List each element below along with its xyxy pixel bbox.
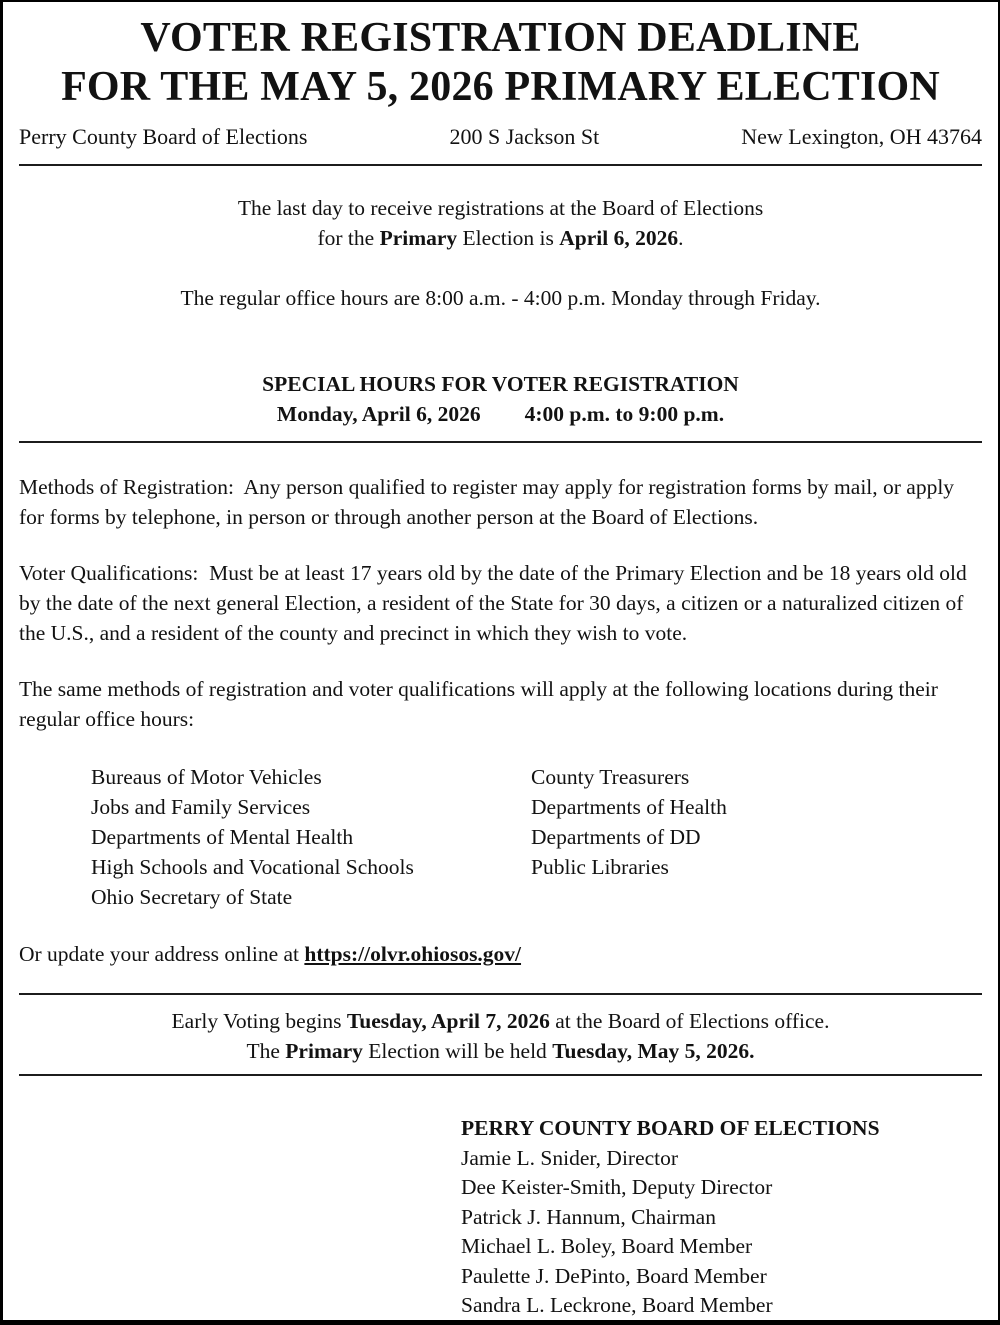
special-hours-time: 4:00 p.m. to 9:00 p.m. xyxy=(524,402,725,427)
registration-url-link[interactable]: https://olvr.ohiosos.gov/ xyxy=(304,942,522,967)
street-address: 200 S Jackson St xyxy=(449,124,600,150)
page-title xyxy=(3,14,998,111)
divider-1 xyxy=(19,164,982,166)
title-line-2: FOR THE MAY 5, 2026 PRIMARY ELECTION xyxy=(61,63,940,110)
deadline-date-emphasis: April 6, 2026 xyxy=(559,226,679,251)
early-voting-line-2 xyxy=(3,1036,998,1066)
list-item: Departments of Mental Health xyxy=(91,825,354,850)
list-item: Ohio Secretary of State xyxy=(91,885,293,910)
locations-intro-paragraph: The same methods of registration and voter qualifications will apply at the following locations during their regular office hours: xyxy=(19,677,944,732)
early-voting-date-emphasis: Tuesday, April 7, 2026 xyxy=(346,1009,550,1034)
deadline-line-2 xyxy=(3,223,998,253)
early-voting-text: at the Board of Elections office. xyxy=(549,1009,830,1034)
header-row xyxy=(3,124,998,150)
board-member: Dee Keister-Smith, Deputy Director xyxy=(461,1175,773,1200)
office-hours-line: The regular office hours are 8:00 a.m. - 4:00 p.m. Monday through Friday. xyxy=(180,286,821,311)
primary-emphasis: Primary xyxy=(285,1039,363,1064)
board-signature-block xyxy=(3,1114,998,1321)
special-hours-heading: SPECIAL HOURS FOR VOTER REGISTRATION xyxy=(262,372,739,397)
board-member: Sandra L. Leckrone, Board Member xyxy=(461,1293,773,1318)
divider-4 xyxy=(19,1074,982,1076)
divider-3 xyxy=(19,993,982,995)
early-voting-text: Election will be held xyxy=(362,1039,553,1064)
board-member: Patrick J. Hannum, Chairman xyxy=(461,1204,716,1229)
online-update-line xyxy=(19,939,982,969)
list-item: Jobs and Family Services xyxy=(91,795,311,820)
early-voting-line-1 xyxy=(3,1006,998,1036)
methods-paragraph: Methods of Registration: Any person qualified to register may apply for registration forms by mail, or apply for forms by telephone, in person or through another person at the Board of Elections. xyxy=(19,475,960,530)
list-item: Departments of Health xyxy=(531,795,727,820)
early-voting-block xyxy=(3,1006,998,1066)
board-heading: PERRY COUNTY BOARD OF ELECTIONS xyxy=(461,1116,880,1141)
board-member: Paulette J. DePinto, Board Member xyxy=(461,1263,767,1288)
board-member: Jamie L. Snider, Director xyxy=(461,1145,679,1170)
special-hours-block xyxy=(3,369,998,429)
deadline-text: for the xyxy=(317,226,380,251)
locations-list xyxy=(19,762,982,912)
board-member: Michael L. Boley, Board Member xyxy=(461,1234,753,1259)
deadline-line-1: The last day to receive registrations at the Board of Elections xyxy=(237,196,764,221)
locations-column-left xyxy=(91,762,531,912)
qualifications-paragraph: Voter Qualifications: Must be at least 17 years old by the date of the Primary Election and be 18 years old old by the date of the next general Election, a resident of the State for 30 days, a citizen or a naturalized citizen of the U.S., and a resident of the county and precinct in which they wish to vote. xyxy=(19,561,973,646)
city-state-zip: New Lexington, OH 43764 xyxy=(741,124,982,150)
list-item: County Treasurers xyxy=(531,765,690,790)
list-item: High Schools and Vocational Schools xyxy=(91,855,414,880)
org-name: Perry County Board of Elections xyxy=(19,124,308,150)
special-hours-date: Monday, April 6, 2026 xyxy=(276,402,481,427)
list-item: Departments of DD xyxy=(531,825,701,850)
special-hours-schedule xyxy=(3,399,998,429)
list-item: Public Libraries xyxy=(531,855,669,880)
title-line-1: VOTER REGISTRATION DEADLINE xyxy=(140,15,861,61)
online-update-text: Or update your address online at xyxy=(19,942,305,967)
election-date-emphasis: Tuesday, May 5, 2026. xyxy=(552,1039,755,1064)
deadline-text: Election is xyxy=(457,226,560,251)
divider-2 xyxy=(19,441,982,443)
deadline-paragraph xyxy=(3,193,998,253)
early-voting-text: Early Voting begins xyxy=(171,1009,347,1034)
deadline-text: . xyxy=(678,226,684,251)
primary-emphasis: Primary xyxy=(379,226,458,251)
list-item: Bureaus of Motor Vehicles xyxy=(91,765,322,790)
locations-column-right xyxy=(531,762,727,912)
body-section xyxy=(3,472,998,969)
early-voting-text: The xyxy=(246,1039,286,1064)
